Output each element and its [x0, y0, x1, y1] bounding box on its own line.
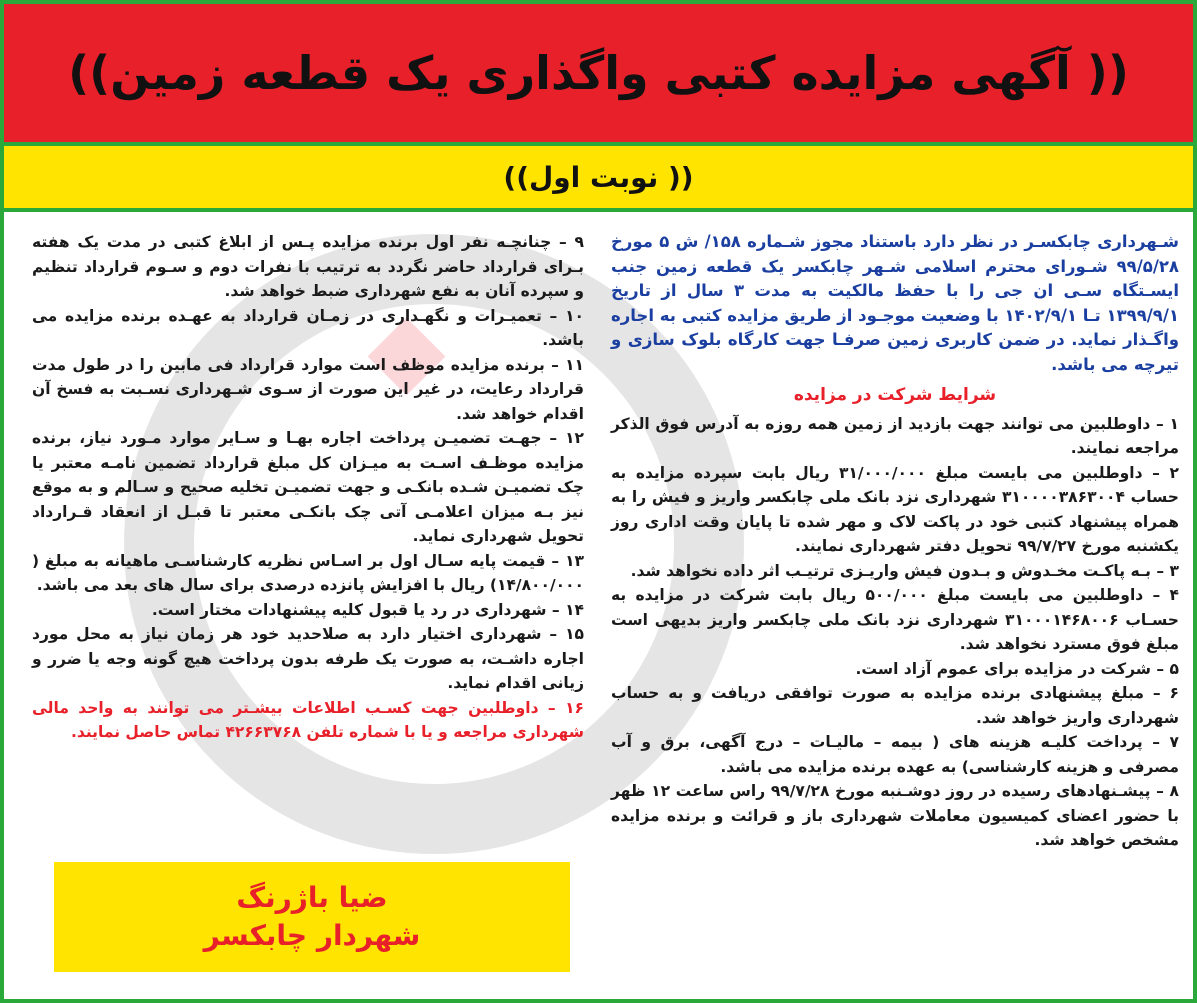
condition-item-9: ۹ – چنانچـه نفر اول برنده مزایده پـس از ابلاغ کتبی در مدت یک هفته بـرای قرارداد حاضر نگردد به ترتیب با نفرات دوم و سـوم قرارداد تنظیم و سپرده آنان به نفع شهرداری ضبط خواهد شد.	[32, 233, 584, 300]
right-column	[611, 230, 1179, 853]
condition-item-11: ۱۱ – برنده مزایده موظف است موارد قرارداد فی مابین را در طول مدت قرارداد رعایت، در غیر این صورت از سـوی شـهرداری نسـبت به فسخ آن اقدام خواهد شد.	[32, 355, 584, 423]
condition-item-13: ۱۳ – قیمت پایه سـال اول بر اسـاس نظریه کارشناسـی ماهیانه به مبلغ ( ۱۴/۸۰۰/۰۰۰) ریال با افزایش پانزده درصدی برای سال های بعد می باشد.	[32, 551, 584, 594]
notice-title: (( آگهی مزایده کتبی واگذاری یک قطعه زمین))	[68, 46, 1129, 100]
conditions-title: شرایط شرکت در مزایده	[793, 385, 997, 405]
condition-item-4: ۴ – داوطلبین می بایست مبلغ ۵۰۰/۰۰۰ ریال بابت شرکت در مزایده به حسـاب ۳۱۰۰۰۱۴۶۸۰۰۶ شهرداری نزد بانک ملی چابکسر واریز بدیهی است مبلغ فوق مسترد نخواهد شد.	[611, 586, 1179, 653]
condition-item-14: ۱۴ – شهرداری در رد یا قبول کلیه پیشنهادات مختار است.	[151, 600, 584, 619]
condition-item-7: ۷ – پرداخت کلیـه هزینه های ( بیمه – مالیـات – درج آگهی، برق و آب مصرفی و هزینه کارشناسی) به عهده برنده مزایده می باشد.	[611, 733, 1179, 776]
condition-item-3: ۳ – بـه پاکـت مخـدوش و بـدون فیش واریـزی ترتیـب اثر داده نخواهد شد.	[630, 561, 1179, 580]
condition-item-10: ۱۰ – تعمیـرات و نگهـداری در زمـان قرارداد به عهـده برنده مزایده می باشد.	[32, 306, 584, 349]
intro-paragraph: شـهرداری چابکسـر در نظر دارد باستناد مجوز شـماره ۱۵۸/ ش ۵ مورخ ۹۹/۵/۲۸ شـورای محترم اسلامی شـهر چابکسر یک قطعه زمین جنب ایسـتگاه سـی ان جی را با حفظ مالکیت به مدت ۳ سال از تاریخ ۱۳۹۹/۹/۱ تـا ۱۴۰۲/۹/۱ با وضعیت موجـود از طریق مزایده کتبی به اجاره واگـذار نماید. در ضمن کاربری زمین صرفـا جهت کارگاه بلوک سازی و تیرچه می باشد.	[611, 232, 1179, 374]
signer-role: شهردار چابکسر	[203, 919, 421, 952]
condition-item-12: ۱۲ – جهـت تضمیـن پرداخت اجاره بهـا و سـایر موارد مـورد نیاز، برنده مزایده موظـف اسـت به میـزان کل مبلغ قرارداد تضمین نامـه معتبر یا چک تضمیـن شـده بانکـی و جهت تضمیـن تخلیه صحیح و سـالم و به موقع نیز بـه میزان اعلامـی آتی چک بانکـی معتبر تا قبـل از انعقاد قـرارداد تحویل شهرداری نماید.	[32, 429, 584, 545]
condition-item-16: ۱۶ – داوطلبین جهت کسـب اطلاعات بیشـتر می توانند به واحد مالی شهرداری مراجعه و یا با شماره تلفن ۴۲۶۶۳۷۶۸ تماس حاصل نمایند.	[32, 698, 584, 741]
condition-item-8: ۸ – پیشـنهادهای رسیده در روز دوشـنبه مورخ ۹۹/۷/۲۸ راس ساعت ۱۲ ظهر با حضور اعضای کمیسیون معاملات شهرداری باز و قرائت و برنده مزایده مشخص خواهد شد.	[611, 782, 1180, 849]
signature-box	[54, 862, 570, 972]
left-column	[32, 230, 584, 745]
condition-item-1: ۱ – داوطلبین می توانند جهت بازدید از زمین همه روزه به آدرس فوق الذکر مراجعه نمایند.	[611, 414, 1179, 457]
condition-item-5: ۵ – شرکت در مزایده برای عموم آزاد است.	[855, 659, 1179, 678]
condition-item-6: ۶ – مبلغ پیشنهادی برنده مزایده به صورت توافقی دریافت و به حساب شهرداری واریز خواهد شد.	[611, 684, 1179, 727]
condition-item-2: ۲ – داوطلبین می بایست مبلغ ۳۱/۰۰۰/۰۰۰ ریال بابت سپرده مزایده به حساب ۳۱۰۰۰۰۳۸۶۳۰۰۴ شهرداری نزد بانک ملی چابکسر واریز و فیش را به همراه پیشنهاد کتبی خود در پاکت لاک و مهر شده تا پایان وقت اداری روز یکشنبه مورخ ۹۹/۷/۲۷ تحویل دفتر شهرداری نمایند.	[611, 463, 1180, 555]
title-banner	[4, 4, 1193, 146]
condition-item-15: ۱۵ – شهرداری اختیار دارد به صلاحدید خود هر زمان نیاز به محل مورد اجاره داشـت، به صورت یک طرفه بدون پرداخت هیچ گونه وجه یا ضرر و زیانی اقدام نماید.	[32, 625, 584, 692]
signer-name: ضیا باژرنگ	[236, 881, 388, 914]
subtitle-banner	[4, 146, 1193, 212]
notice-subtitle: (( نوبت اول))	[503, 160, 694, 194]
